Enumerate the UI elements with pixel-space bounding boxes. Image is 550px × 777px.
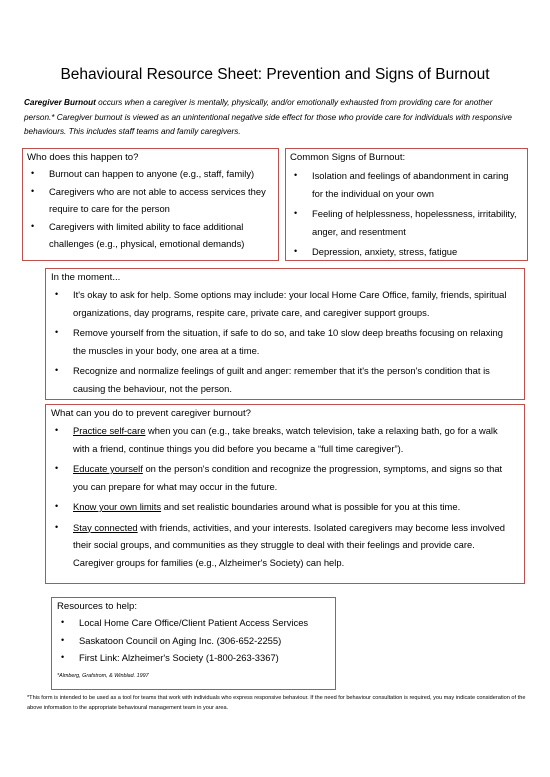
signs-heading: Common Signs of Burnout: [290, 152, 406, 163]
moment-box [45, 268, 525, 400]
moment-list [51, 286, 516, 397]
who-box [22, 148, 279, 261]
list-item [51, 519, 516, 572]
intro-text: occurs when a caregiver is mentally, physically, and/or emotionally exhausted from providing care for another person.* Caregiver burnout is viewed as an unintentional negative side effect for those who provide care for individuals with responsive behaviours. This includes staff teams and family caregivers. [24, 98, 512, 136]
citation: *Almberg, Grafstrom, & Winblad. 1997 [57, 673, 149, 679]
list-item: • Burnout can happen to anyone (e.g., staff, family) [27, 165, 272, 183]
moment-heading: In the moment... [51, 272, 121, 283]
list-item: • Isolation and feelings of abandonment in caring for the individual on your own [290, 167, 521, 202]
list-item: • Saskatoon Council on Aging Inc. (306-652-2255) [57, 632, 329, 650]
list-item: • First Link: Alzheimer's Society (1-800-263-3367) [57, 649, 329, 667]
signs-box [285, 148, 528, 261]
item-lead: Practice self-care [73, 425, 146, 436]
list-item [51, 422, 516, 457]
item-lead: Know your own limits [73, 501, 162, 512]
list-item: • Recognize and normalize feelings of guilt and anger: remember that it's the person's condition that is causing the behaviour, not the person. [51, 362, 516, 397]
prevent-box [45, 404, 525, 584]
item-text: with friends, activities, and your interests. Isolated caregivers may become less involved their social groups, and communities as they struggle to deal with their feelings and provide care. Caregiver groups for families (e.g., Alzheimer's Society) can help. [73, 521, 505, 568]
item-lead: Educate yourself [73, 463, 143, 474]
prevent-heading: What can you do to prevent caregiver burnout? [51, 408, 251, 419]
footnote: *This form is intended to be used as a tool for teams that work with individuals who express responsive behaviour. If the need for behaviour consultation is required, you may indicate consideration of the above information to the appropriate behavioural management team in your area. [27, 695, 526, 711]
list-item: • Remove yourself from the situation, if safe to do so, and take 10 slow deep breaths focusing on relaxing the muscles in your body, one area at a time. [51, 324, 516, 359]
who-list [27, 165, 272, 253]
item-text: and set realistic boundaries around what is possible for you at this time. [161, 501, 461, 512]
item-text: on the person's condition and recognize the progression, symptoms, and signs so that you can prepare for what may occur in the future. [73, 463, 503, 492]
intro-paragraph [24, 96, 524, 140]
list-item: • It's okay to ask for help. Some options may include: your local Home Care Office, family, friends, spiritual organizations, day programs, respite care, private care, and caregiver support groups. [51, 286, 516, 321]
list-item [51, 460, 516, 495]
list-item: • Depression, anxiety, stress, fatigue [290, 243, 521, 261]
who-heading: Who does this happen to? [27, 152, 139, 163]
resources-list [57, 614, 329, 667]
list-item: • Caregivers with limited ability to face additional challenges (e.g., physical, emotional demands) [27, 218, 272, 253]
list-item [51, 498, 516, 516]
item-text: when you can (e.g., take breaks, watch television, take a relaxing bath, go for a walk with a friend, continue things you did before you became a “full time caregiver”). [73, 425, 498, 454]
list-item: • Caregivers who are not able to access services they require to care for the person [27, 183, 272, 218]
list-item: • Local Home Care Office/Client Patient Access Services [57, 614, 329, 632]
signs-list [290, 167, 521, 261]
list-item: • Feeling of helplessness, hopelessness, irritability, anger, and resentment [290, 205, 521, 240]
intro-term: Caregiver Burnout [24, 98, 96, 107]
resources-heading: Resources to help: [57, 601, 137, 612]
page-title: Behavioural Resource Sheet: Prevention and Signs of Burnout [60, 66, 490, 83]
item-lead: Stay connected [73, 521, 138, 533]
prevent-list [51, 422, 516, 571]
